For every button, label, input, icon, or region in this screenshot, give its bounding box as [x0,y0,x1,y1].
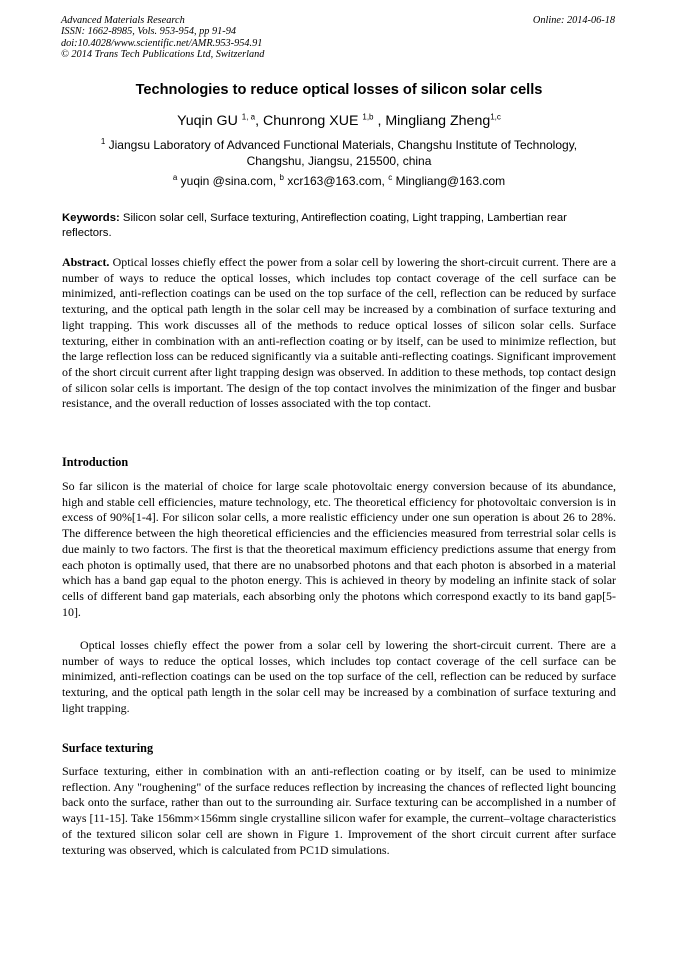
email-address: xcr163@163.com, [284,174,389,188]
abstract-label: Abstract. [62,255,110,269]
author-name: Chunrong XUE [263,113,363,129]
email-mark: a [172,173,178,182]
journal-name: Advanced Materials Research [61,15,185,26]
email-address: yuqin @sina.com, [177,174,280,188]
author-affil-mark: 1,c [490,112,501,122]
affiliation [0,138,678,169]
abstract-text: Optical losses chiefly effect the power from a solar cell by lowering the short-circuit current. There are a number of ways to reduce the optical losses, which includes top contact coverage of the cell surface can be minimized, anti-reflection coatings can be used on the top surface of the cell, reflection can be reduced by surface texturing, and the optical path length in the solar cell may be increased by a combination of surface texturing and light trapping. This work discusses all of the methods to reduce optical losses of silicon solar cells. Surface texturing, either in combination with an anti-reflection coating or by itself, can be used to minimize reflection, but the large reflection loss can be reduced significantly via a suitable anti-reflecting coatings. Significant improvement of the short circuit current after light trapping design was observed. In addition to these methods, top contact design of silicon solar cells is important. The design of the top contact involves the minimization of the finger and busbar resistance, and the overall reduction of losses associated with the top contact. [62,255,616,411]
email-list [0,174,678,188]
affiliation-line-1: Jiangsu Laboratory of Advanced Functional Materials, Changshu Institute of Technology, [105,138,578,152]
surface-texturing-paragraph-1: Surface texturing, either in combination with an anti-reflection coating or by itself, can be used to minimize reflection. Any "roughening" of the surface reduces reflection by increasing the chances of reflected light bouncing back onto the surface, rather than out to the surrounding air. Surface texturing can be accomplished in a number of ways [11-15]. Take 156mm×156mm single crystalline silicon wafer for example, the current–voltage characteristics of the textured silicon solar cell are shown in Figure 1. Improvement of the short circuit current after surface texturing was observed, which is calculated from PC1D simulations. [62,764,616,857]
author-list [0,113,678,129]
keywords-text: Silicon solar cell, Surface texturing, Antireflection coating, Light trapping, Lambertian rear reflectors. [62,212,567,239]
email-mark: b [279,173,284,182]
introduction-paragraph-2: Optical losses chiefly effect the power from a solar cell by lowering the short-circuit current. There are a number of ways to reduce the optical losses, which includes top contact coverage of the cell surface can be minimized, anti-reflection coatings can be used on the top surface of the cell, reflection can be reduced by surface texturing, and the optical path length in the solar cell may be increased by a combination of surface texturing and light trapping. [62,638,616,715]
author-separator: , [373,113,386,129]
email-address: Mingliang@163.com [392,174,506,188]
author-separator: , [255,113,263,129]
surface-texturing-heading: Surface texturing [62,741,154,755]
author-name: Mingliang Zheng [385,113,491,129]
keywords-label: Keywords: [62,212,120,224]
introduction-heading: Introduction [62,455,129,469]
affiliation-line-2: Changshu, Jiangsu, 215500, china [246,153,432,168]
keywords [62,211,616,241]
author-affil-mark: 1, a [241,112,256,122]
journal-header [61,15,617,61]
abstract [62,255,616,412]
doi-line: doi:10.4028/www.scientific.net/AMR.953-954.91 [61,37,263,49]
issn-line: ISSN: 1662-8985, Vols. 953-954, pp 91-94 [61,26,237,38]
introduction-paragraph-1: So far silicon is the material of choice for large scale photovoltaic energy conversion because of its abundance, high and stable cell efficiencies, mature technology, etc. The theoretical efficiency for photovoltaic conversion is in excess of 90%[1-4]. For silicon solar cells, a more realistic efficiency under one sun operation is about 26 to 28%. The difference between the high theoretical efficiencies and the efficiencies measured from terrestrial solar cells is due mainly to two factors. The first is that the theoretical maximum efficiency predictions assume that energy from each photon is optimally used, that there are no unabsorbed photons and that each photon is absorbed in a material which has a band gap equal to the photon energy. This is achieved in theory by modeling an infinite stack of solar cells of different band gap materials, each absorbing only the photons which correspond exactly to its band gap[5-10]. [62,479,616,619]
copyright-line: © 2014 Trans Tech Publications Ltd, Switzerland [61,49,265,61]
online-date: Online: 2014-06-18 [532,15,615,26]
affiliation-mark: 1 [100,137,106,146]
email-mark: c [388,173,393,182]
author-name: Yuqin GU [177,113,242,129]
paper-title: Technologies to reduce optical losses of silicon solar cells [135,82,543,98]
author-affil-mark: 1,b [362,112,374,122]
